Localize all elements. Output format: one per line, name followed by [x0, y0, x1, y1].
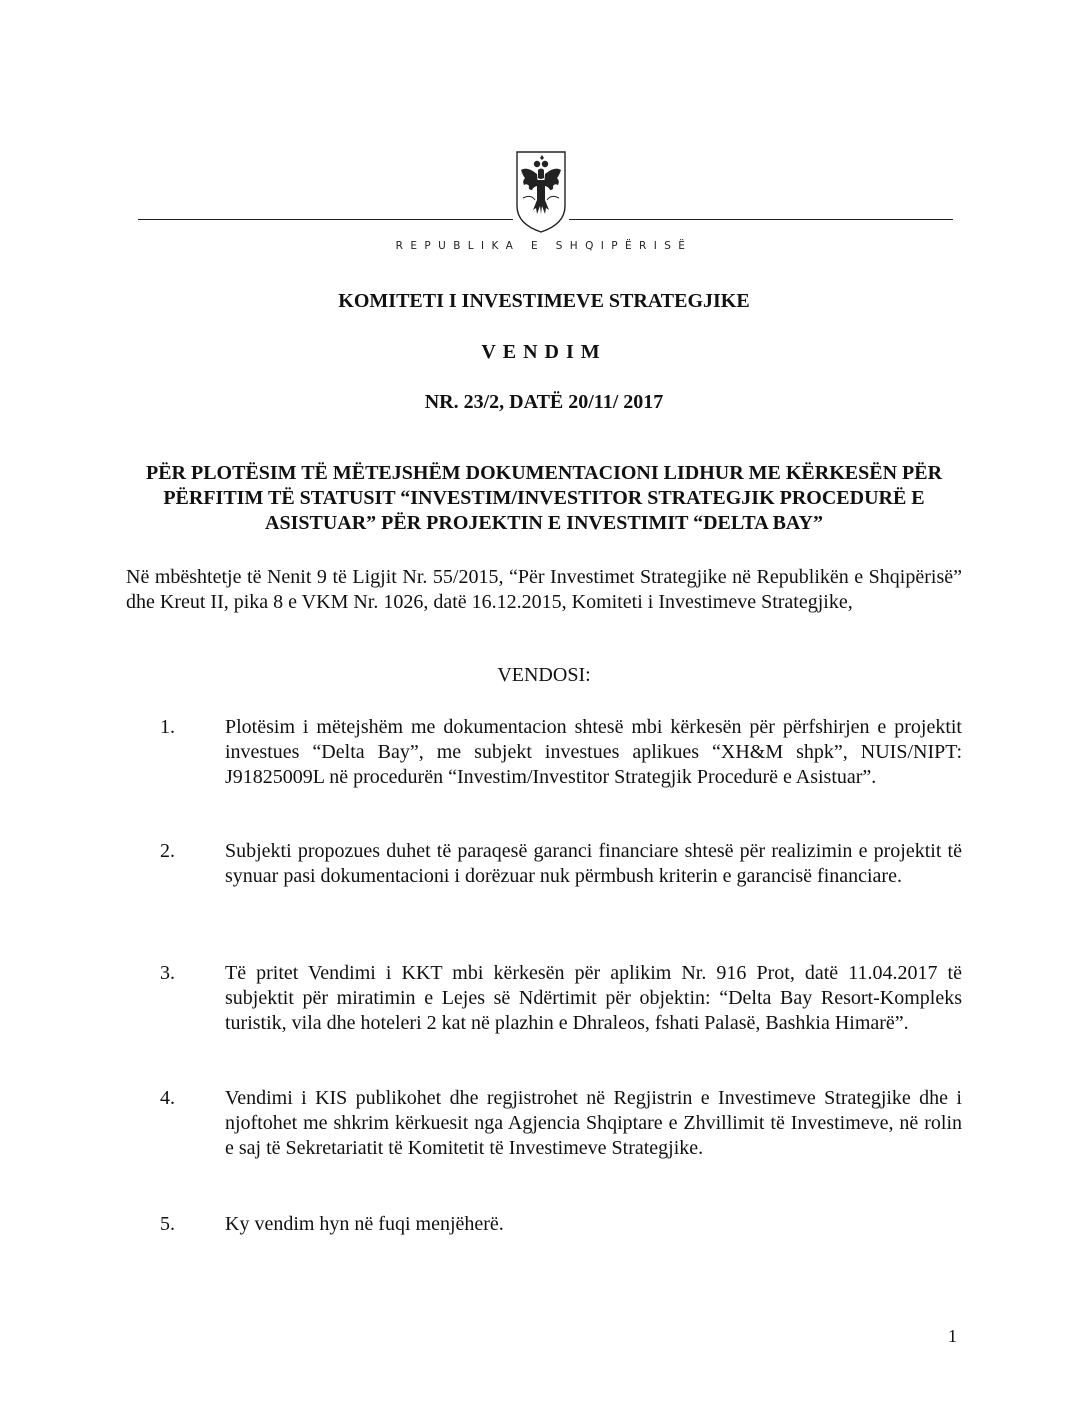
item-number: 3.: [160, 962, 175, 984]
decision-subject: [100, 461, 988, 536]
item-number: 4.: [160, 1087, 175, 1109]
item-text: Subjekti propozues duhet të paraqesë garanci financiare shtesë për realizimin e projektit të synuar pasi dokumentacioni i dorëzuar nuk përmbush kriterin e garancisë financiare.: [225, 840, 962, 887]
item-number: 1.: [160, 716, 175, 738]
intro-paragraph: Në mbështetje të Nenit 9 të Ligjit Nr. 55/2015, “Për Investimet Strategjike në Republikën e Shqipërisë” dhe Kreut II, pika 8 e VKM Nr. 1026, datë 16.12.2015, Komiteti i Investimeve Strategjike,: [126, 566, 962, 613]
page-number: 1: [948, 1326, 957, 1346]
subject-line: PËRFITIM TË STATUSIT “INVESTIM/INVESTITOR STRATEGJIK PROCEDURË E: [163, 487, 925, 509]
subject-line: ASISTUAR” PËR PROJEKTIN E INVESTIMIT “DELTA BAY”: [265, 512, 823, 534]
committee-title: KOMITETI I INVESTIMEVE STRATEGJIKE: [338, 290, 750, 312]
subject-line: PËR PLOTËSIM TË MËTEJSHËM DOKUMENTACIONI LIDHUR ME KËRKESËN PËR: [145, 462, 943, 484]
item-number: 2.: [160, 840, 175, 862]
albanian-coat-of-arms-icon: [513, 148, 569, 234]
item-text: Plotësim i mëtejshëm me dokumentacion shtesë mbi kërkesën për përfshirjen e projektit investues “Delta Bay”, me subjekt investues aplikues “XH&M shpk”, NUIS/NIPT: J91825009L në procedurën “Investim/Investitor Strategjik Procedurë e Asistuar”.: [225, 716, 962, 788]
item-text: Vendimi i KIS publikohet dhe regjistrohet në Regjistrin e Investimeve Strategjike dhe i njoftohet me shkrim kërkuesit nga Agjencia Shqiptare e Zhvillimit të Investimeve, në rolin e saj të Sekretariatit të Komitetit të Investimeve Strategjike.: [225, 1087, 962, 1159]
item-text: Ky vendim hyn në fuqi menjëherë.: [225, 1213, 504, 1235]
item-number: 5.: [160, 1213, 175, 1235]
decides-heading: VENDOSI:: [497, 664, 591, 686]
decision-title: VENDIM: [481, 341, 607, 363]
header-rule-left: [138, 219, 513, 220]
header-rule-right: [569, 219, 953, 220]
republic-heading: REPUBLIKA E SHQIPËRISË: [395, 240, 693, 252]
decision-number: NR. 23/2, DATË 20/11/ 2017: [424, 391, 664, 413]
item-text: Të pritet Vendimi i KKT mbi kërkesën për aplikim Nr. 916 Prot, datë 11.04.2017 të subjektit për miratimin e Lejes së Ndërtimit për objektin: “Delta Bay Resort-Kompleks turistik, vila dhe hoteleri 2 kat në plazhin e Dhraleos, fshati Palasë, Bashkia Himarë”.: [225, 962, 962, 1034]
